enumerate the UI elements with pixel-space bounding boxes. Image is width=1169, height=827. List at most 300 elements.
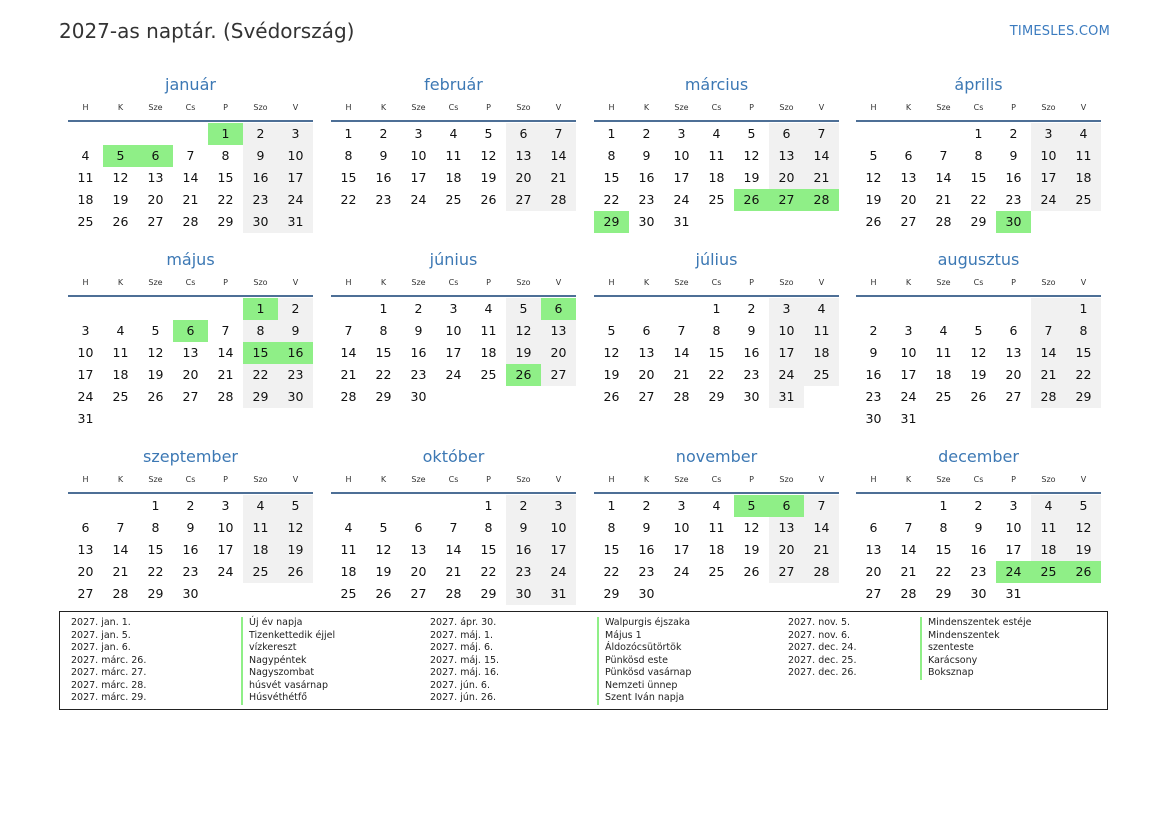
day-cell: 18 [340,564,357,579]
weekday-label: Sze [674,475,689,484]
weekday-label: H [608,103,615,112]
day-cell: 27 [638,389,655,404]
weekday-label: K [117,278,124,287]
day-cell: 28 [935,214,952,229]
weekday-label: H [82,278,89,287]
day-cell: 15 [375,345,392,360]
weekday-label: H [82,475,89,484]
weekday-label: K [905,475,912,484]
holiday-day-cell: 1 [243,298,278,320]
month-name: június [429,250,478,269]
day-cell: 29 [375,389,392,404]
day-cell: 13 [769,145,804,167]
weekday-label: P [749,278,754,287]
day-cell: 16 [182,542,199,557]
day-cell: 24 [673,564,690,579]
day-cell: 1 [607,126,616,141]
day-cell: 23 [243,189,278,211]
day-cell: 24 [445,367,462,382]
days-grid [68,298,313,430]
weekday-label: Szo [779,278,794,287]
day-cell: 8 [607,520,616,535]
weekday-header [331,470,576,494]
day-cell: 10 [410,148,427,163]
day-cell: 4 [712,498,721,513]
day-cell: 22 [708,367,725,382]
empty-cell [401,495,436,517]
day-cell: 13 [182,345,199,360]
day-cell: 18 [708,542,725,557]
day-cell: 8 [151,520,160,535]
day-cell: 4 [344,520,353,535]
day-cell: 30 [506,583,541,605]
month-name: augusztus [937,250,1020,269]
day-cell: 12 [743,520,760,535]
day-cell: 26 [603,389,620,404]
day-cell: 20 [900,192,917,207]
weekday-label: V [555,278,562,287]
day-cell: 4 [939,323,948,338]
day-cell: 16 [865,367,882,382]
weekday-label: P [1011,475,1016,484]
empty-cell [138,123,173,145]
day-cell: 5 [869,148,878,163]
day-cell: 13 [638,345,655,360]
weekday-label: Szo [253,278,268,287]
day-cell: 7 [677,323,686,338]
day-cell: 26 [970,389,987,404]
day-cell: 3 [278,123,313,145]
day-cell: 26 [112,214,129,229]
weekday-label: Szo [516,475,531,484]
day-cell: 31 [278,211,313,233]
weekday-label: K [643,103,650,112]
day-cell: 9 [747,323,756,338]
month-block [331,72,576,211]
legend-date: 2027. márc. 28. [71,679,147,691]
weekday-label: K [905,103,912,112]
day-cell: 4 [712,126,721,141]
empty-cell [1031,298,1066,320]
day-cell: 15 [708,345,725,360]
day-cell: 25 [340,586,357,601]
day-cell: 23 [638,564,655,579]
day-cell: 9 [642,148,651,163]
day-cell: 19 [506,342,541,364]
day-cell: 16 [638,170,655,185]
weekday-label: V [292,103,299,112]
day-cell: 11 [480,323,497,338]
day-cell: 3 [81,323,90,338]
weekday-label: V [555,103,562,112]
month-name: február [424,75,483,94]
day-cell: 11 [804,320,839,342]
day-cell: 17 [217,542,234,557]
days-grid [856,495,1101,605]
day-cell: 5 [506,298,541,320]
legend-holiday-name: Tizenkettedik éjjel [241,630,335,643]
day-cell: 9 [379,148,388,163]
empty-cell [173,298,208,320]
legend-date: 2027. jan. 1. [71,617,131,628]
weekday-label: Cs [973,103,984,112]
day-cell: 29 [935,586,952,601]
weekday-header [856,470,1101,494]
day-cell: 7 [939,148,948,163]
weekday-label: Cs [711,103,722,112]
day-cell: 13 [147,170,164,185]
day-cell: 1 [939,498,948,513]
legend-date: 2027. máj. 6. [430,642,494,653]
legend-dates-column [71,617,146,705]
days-grid [856,123,1101,233]
day-cell: 12 [970,345,987,360]
weekday-label: H [82,103,89,112]
empty-cell [103,495,138,517]
holiday-day-cell: 6 [769,495,804,517]
month-block [594,247,839,408]
holiday-day-cell: 25 [1031,561,1066,583]
empty-cell [103,298,138,320]
weekday-label: P [749,103,754,112]
legend-names-column [920,617,1032,680]
day-cell: 17 [541,539,576,561]
day-cell: 21 [804,539,839,561]
weekday-header [856,98,1101,122]
weekday-label: Cs [973,475,984,484]
weekday-header [68,98,313,122]
days-grid [331,495,576,605]
day-cell: 8 [974,148,983,163]
legend-dates-column [788,617,856,680]
day-cell: 10 [278,145,313,167]
day-cell: 28 [673,389,690,404]
empty-cell [856,298,891,320]
month-name: április [954,75,1003,94]
legend-date: 2027. márc. 29. [71,692,147,703]
day-cell: 17 [769,342,804,364]
empty-cell [208,298,243,320]
day-cell: 20 [147,192,164,207]
day-cell: 9 [974,520,983,535]
day-cell: 29 [970,214,987,229]
day-cell: 22 [147,564,164,579]
day-cell: 3 [677,126,686,141]
legend-holiday-name: Húsvéthétfő [241,692,335,705]
brand-link[interactable]: TIMESLES.COM [1009,24,1110,39]
day-cell: 8 [221,148,230,163]
legend-date: 2027. máj. 16. [430,667,500,678]
day-cell: 25 [112,389,129,404]
day-cell: 31 [673,214,690,229]
day-cell: 21 [935,192,952,207]
day-cell: 17 [673,170,690,185]
day-cell: 2 [278,298,313,320]
weekday-label: H [345,475,352,484]
weekday-label: Sze [936,475,951,484]
weekday-label: Szo [253,475,268,484]
weekday-label: P [1011,103,1016,112]
month-block [594,72,839,233]
day-cell: 11 [935,345,952,360]
weekday-label: Szo [779,475,794,484]
day-cell: 22 [480,564,497,579]
legend-date: 2027. nov. 5. [788,617,851,628]
day-cell: 4 [804,298,839,320]
day-cell: 29 [243,386,278,408]
day-cell: 18 [708,170,725,185]
day-cell: 27 [900,214,917,229]
legend-holiday-name: húsvét vasárnap [241,680,335,693]
day-cell: 1 [607,498,616,513]
holiday-day-cell: 15 [243,342,278,364]
day-cell: 11 [708,520,725,535]
day-cell: 12 [147,345,164,360]
day-cell: 21 [541,167,576,189]
day-cell: 14 [673,345,690,360]
day-cell: 20 [769,539,804,561]
month-name: január [165,75,216,94]
day-cell: 22 [340,192,357,207]
day-cell: 10 [769,320,804,342]
day-cell: 28 [112,586,129,601]
weekday-label: Szo [779,103,794,112]
day-cell: 14 [112,542,129,557]
day-cell: 9 [869,345,878,360]
day-cell: 10 [217,520,234,535]
day-cell: 13 [769,517,804,539]
day-cell: 12 [603,345,620,360]
day-cell: 5 [974,323,983,338]
day-cell: 12 [865,170,882,185]
legend-holiday-name: Május 1 [597,630,691,643]
weekday-label: P [749,475,754,484]
day-cell: 12 [506,320,541,342]
weekday-label: Sze [148,103,163,112]
page-title: 2027-as naptár. (Svédország) [59,19,355,43]
day-cell: 8 [607,148,616,163]
weekday-label: H [345,278,352,287]
day-cell: 20 [1005,367,1022,382]
day-cell: 5 [607,323,616,338]
day-cell: 17 [1005,542,1022,557]
day-cell: 29 [708,389,725,404]
day-cell: 14 [217,345,234,360]
day-cell: 7 [221,323,230,338]
day-cell: 2 [642,126,651,141]
weekday-label: Sze [411,475,426,484]
day-cell: 6 [869,520,878,535]
weekday-label: P [486,278,491,287]
empty-cell [173,123,208,145]
day-cell: 29 [480,586,497,601]
day-cell: 20 [410,564,427,579]
day-cell: 31 [77,411,94,426]
weekday-label: H [345,103,352,112]
day-cell: 26 [147,389,164,404]
day-cell: 4 [81,148,90,163]
weekday-label: Sze [936,278,951,287]
weekday-label: P [1011,278,1016,287]
day-cell: 4 [1031,495,1066,517]
day-cell: 31 [769,386,804,408]
holiday-day-cell: 1 [208,123,243,145]
day-cell: 20 [182,367,199,382]
weekday-label: Szo [516,103,531,112]
day-cell: 6 [769,123,804,145]
legend-date: 2027. jún. 26. [430,692,497,703]
empty-cell [331,298,366,320]
day-cell: 24 [900,389,917,404]
legend-names-column [241,617,335,705]
day-cell: 29 [1066,386,1101,408]
weekday-label: K [905,278,912,287]
day-cell: 7 [449,520,458,535]
weekday-label: K [643,475,650,484]
day-cell: 23 [182,564,199,579]
weekday-header [68,273,313,297]
month-block [856,247,1101,430]
day-cell: 4 [1066,123,1101,145]
day-cell: 19 [743,542,760,557]
day-cell: 1 [151,498,160,513]
day-cell: 18 [1031,539,1066,561]
day-cell: 10 [77,345,94,360]
weekday-label: Szo [516,278,531,287]
weekday-label: V [818,475,825,484]
empty-cell [68,298,103,320]
day-cell: 24 [673,192,690,207]
holiday-day-cell: 28 [804,189,839,211]
day-cell: 23 [1005,192,1022,207]
day-cell: 1 [484,498,493,513]
day-cell: 6 [81,520,90,535]
legend-holiday-name: Karácsony [920,655,1032,668]
weekday-label: Szo [253,103,268,112]
day-cell: 24 [77,389,94,404]
day-cell: 18 [77,192,94,207]
legend-date: 2027. dec. 24. [788,642,857,653]
day-cell: 14 [182,170,199,185]
day-cell: 23 [970,564,987,579]
weekday-label: Cs [711,278,722,287]
legend-holiday-name: Áldozócsütörtök [597,642,691,655]
legend-date: 2027. máj. 15. [430,654,500,666]
weekday-label: P [223,475,228,484]
day-cell: 25 [445,192,462,207]
days-grid [68,123,313,233]
day-cell: 15 [147,542,164,557]
day-cell: 18 [935,367,952,382]
empty-cell [68,495,103,517]
day-cell: 13 [410,542,427,557]
day-cell: 13 [77,542,94,557]
day-cell: 23 [865,389,882,404]
day-cell: 10 [673,520,690,535]
day-cell: 19 [375,564,392,579]
day-cell: 22 [603,564,620,579]
day-cell: 21 [1031,364,1066,386]
day-cell: 9 [278,320,313,342]
day-cell: 18 [1066,167,1101,189]
day-cell: 23 [743,367,760,382]
day-cell: 5 [379,520,388,535]
weekday-label: Sze [674,278,689,287]
holiday-day-cell: 6 [173,320,208,342]
day-cell: 21 [804,167,839,189]
day-cell: 4 [243,495,278,517]
day-cell: 30 [865,411,882,426]
weekday-label: Cs [448,103,459,112]
day-cell: 10 [673,148,690,163]
day-cell: 9 [243,145,278,167]
weekday-label: P [486,475,491,484]
month-name: május [166,250,215,269]
month-block [856,72,1101,233]
month-block [856,444,1101,605]
day-cell: 1 [1066,298,1101,320]
day-cell: 12 [278,517,313,539]
weekday-label: H [870,278,877,287]
day-cell: 31 [1005,586,1022,601]
day-cell: 9 [642,520,651,535]
day-cell: 28 [541,189,576,211]
weekday-label: Szo [1041,278,1056,287]
day-cell: 18 [112,367,129,382]
weekday-header [594,98,839,122]
day-cell: 11 [1031,517,1066,539]
day-cell: 6 [904,148,913,163]
weekday-label: Szo [1041,475,1056,484]
day-cell: 26 [278,561,313,583]
day-cell: 11 [77,170,94,185]
day-cell: 18 [243,539,278,561]
empty-cell [891,495,926,517]
holiday-day-cell: 30 [996,211,1031,233]
day-cell: 8 [939,520,948,535]
day-cell: 23 [278,364,313,386]
day-cell: 17 [77,367,94,382]
day-cell: 3 [1031,123,1066,145]
day-cell: 15 [935,542,952,557]
day-cell: 14 [900,542,917,557]
day-cell: 30 [243,211,278,233]
day-cell: 29 [217,214,234,229]
day-cell: 1 [712,301,721,316]
weekday-label: Cs [185,278,196,287]
holiday-day-cell: 5 [734,495,769,517]
day-cell: 24 [1031,189,1066,211]
day-cell: 3 [541,495,576,517]
holiday-day-cell: 29 [594,211,629,233]
day-cell: 10 [1005,520,1022,535]
legend-dates-column [430,617,499,705]
holiday-day-cell: 6 [138,145,173,167]
day-cell: 13 [900,170,917,185]
day-cell: 25 [243,561,278,583]
day-cell: 6 [506,123,541,145]
weekday-label: Cs [185,103,196,112]
day-cell: 6 [1009,323,1018,338]
day-cell: 9 [186,520,195,535]
day-cell: 28 [340,389,357,404]
day-cell: 24 [217,564,234,579]
legend-holiday-name: Mindenszentek [920,630,1032,643]
day-cell: 14 [804,517,839,539]
empty-cell [436,495,471,517]
legend-date: 2027. jún. 6. [430,679,491,691]
day-cell: 25 [708,192,725,207]
